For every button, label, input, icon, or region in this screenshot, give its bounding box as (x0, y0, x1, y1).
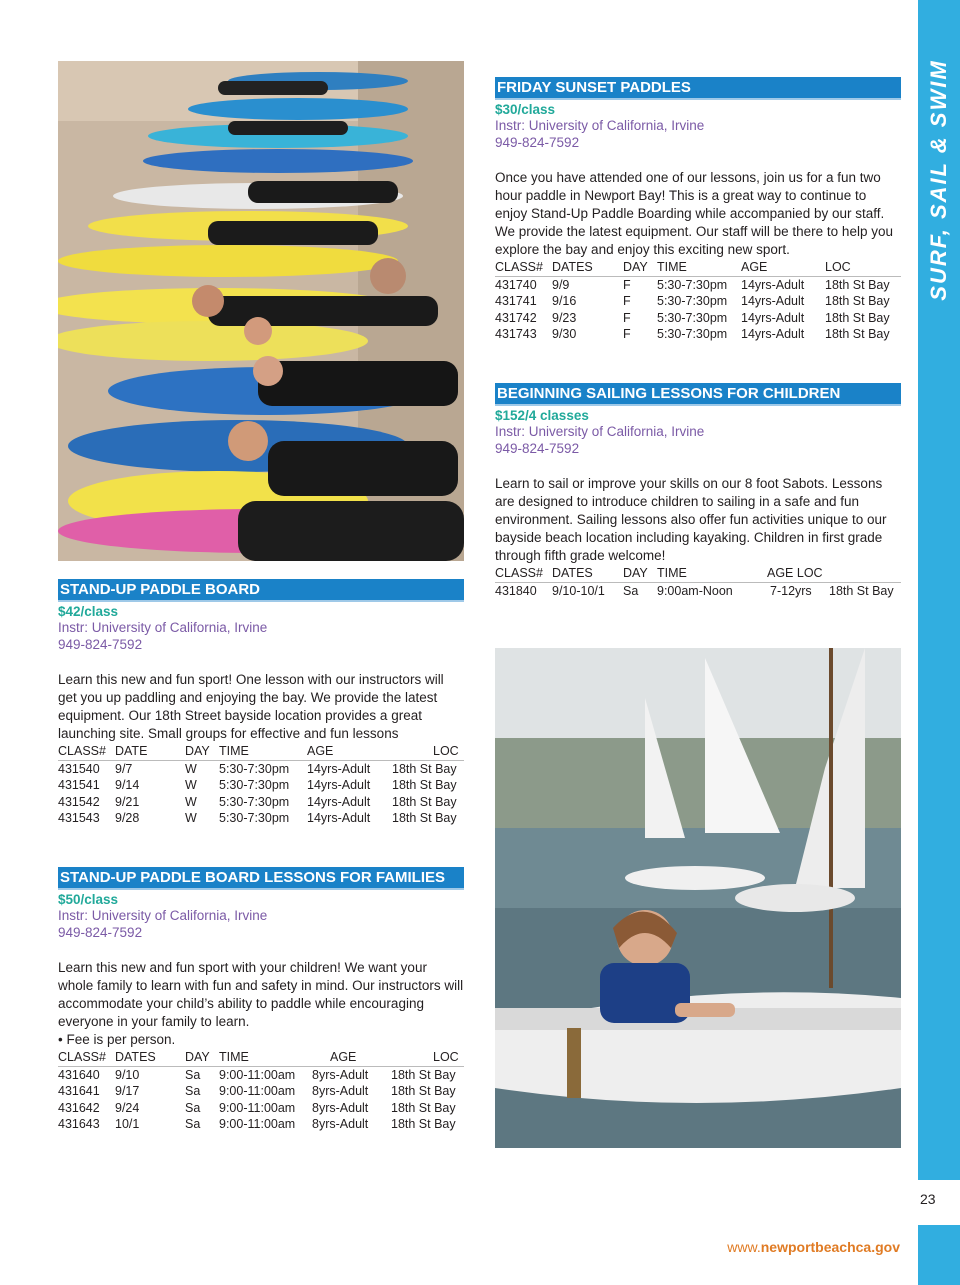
cell-age: 8yrs-Adult (312, 1084, 369, 1099)
col-header-loc: LOC (433, 1050, 459, 1064)
instructor: Instr: University of California, Irvine (495, 424, 705, 439)
table-row (58, 794, 464, 811)
price: $152/4 classes (495, 408, 589, 423)
table-row (58, 1067, 464, 1084)
table-row (495, 293, 901, 310)
cell-class: 431540 (58, 761, 100, 776)
cell-age: 14yrs-Adult (307, 794, 371, 809)
cell-loc: 18th St Bay (825, 277, 890, 292)
price: $42/class (58, 604, 119, 619)
cell-loc: 18th St Bay (825, 327, 890, 342)
cell-date: 9/14 (115, 778, 140, 793)
cell-day: W (185, 794, 197, 809)
instructor: Instr: University of California, Irvine (495, 118, 705, 133)
cell-age: 14yrs-Adult (741, 277, 805, 292)
table-header-row (495, 565, 901, 583)
phone: 949-824-7592 (58, 636, 143, 652)
cell-age: 7-12yrs (770, 583, 812, 598)
cell-loc: 18th St Bay (825, 310, 890, 325)
price: $30/class (495, 102, 556, 117)
cell-date: 9/7 (115, 761, 133, 776)
cell-age: 14yrs-Adult (741, 310, 805, 325)
cell-class: 431743 (495, 327, 537, 342)
cell-dates: 9/16 (552, 294, 577, 309)
col-header-day: DAY (623, 260, 648, 274)
table-row (58, 1100, 464, 1117)
sailing-child-photo (495, 648, 901, 1148)
cell-class: 431742 (495, 310, 537, 325)
schedule-table (58, 743, 464, 827)
schedule-table (495, 259, 901, 343)
col-header-dates: DATES (552, 260, 593, 274)
cell-age: 14yrs-Adult (307, 761, 371, 776)
cell-date: 9/28 (115, 811, 140, 826)
cell-day: F (623, 294, 631, 309)
fee-note: • Fee is per person. (58, 1032, 176, 1047)
table-row (495, 583, 901, 600)
section-beginning-sailing (495, 383, 901, 599)
table-row (58, 1083, 464, 1100)
cell-class: 431642 (58, 1100, 100, 1115)
cell-age: 14yrs-Adult (307, 811, 371, 826)
cell-class: 431840 (495, 583, 537, 598)
col-header-time: TIME (657, 566, 687, 580)
cell-day: W (185, 778, 197, 793)
table-row (58, 1116, 464, 1133)
cell-class: 431741 (495, 294, 537, 309)
cell-time: 5:30-7:30pm (657, 294, 728, 309)
cell-day: F (623, 310, 631, 325)
cell-time: 5:30-7:30pm (219, 778, 290, 793)
cell-day: F (623, 327, 631, 342)
cell-time: 9:00am-Noon (657, 583, 733, 598)
cell-dates: 9/10-10/1 (552, 583, 605, 598)
col-header-class: CLASS# (495, 566, 543, 580)
cell-time: 5:30-7:30pm (219, 811, 290, 826)
table-row (58, 777, 464, 794)
cell-class: 431740 (495, 277, 537, 292)
col-header-day: DAY (623, 566, 648, 580)
cell-class: 431542 (58, 794, 100, 809)
col-header-date: DATE (115, 744, 148, 758)
col-header-age-loc: AGE LOC (767, 566, 823, 580)
col-header-loc: LOC (825, 260, 851, 274)
cell-time: 5:30-7:30pm (657, 277, 728, 292)
cell-loc: 18th St Bay (391, 1100, 456, 1115)
cell-dates: 10/1 (115, 1117, 140, 1132)
page-number: 23 (920, 1191, 936, 1207)
description: Learn this new and fun sport with your children! We want your whole family to learn with fun and safety in mind. Our instructors will accommodate your child’s ability to paddle while encouraging everyone in your family to learn. (58, 960, 464, 1029)
cell-class: 431643 (58, 1117, 100, 1132)
col-header-time: TIME (219, 744, 249, 758)
table-row (58, 810, 464, 827)
cell-age: 8yrs-Adult (312, 1067, 369, 1082)
cell-time: 9:00-11:00am (219, 1067, 296, 1082)
cell-dates: 9/23 (552, 310, 577, 325)
section-title: STAND-UP PADDLE BOARD (58, 579, 464, 602)
cell-day: W (185, 811, 197, 826)
description: Once you have attended one of our lessons, join us for a fun two hour paddle in Newport Bay! This is a great way to continue to enjoy Stand-Up Paddle Boarding while accompanied by our staff. We provide the latest equipment. Our staff will be there to help you explore the bay and enjoy this exciting new sport. (495, 170, 893, 257)
cell-loc: 18th St Bay (825, 294, 890, 309)
phone: 949-824-7592 (495, 134, 580, 150)
instructor: Instr: University of California, Irvine (58, 620, 268, 635)
cell-class: 431543 (58, 811, 100, 826)
cell-dates: 9/17 (115, 1084, 140, 1099)
table-header-row (58, 743, 464, 761)
cell-loc: 18th St Bay (829, 583, 894, 598)
cell-time: 9:00-11:00am (219, 1100, 296, 1115)
cell-dates: 9/30 (552, 327, 577, 342)
section-title: BEGINNING SAILING LESSONS FOR CHILDREN (495, 383, 901, 406)
website-prefix: www. (727, 1239, 761, 1255)
col-header-day: DAY (185, 1050, 210, 1064)
cell-class: 431640 (58, 1067, 100, 1082)
col-header-day: DAY (185, 744, 210, 758)
cell-time: 5:30-7:30pm (219, 761, 290, 776)
phone: 949-824-7592 (58, 924, 143, 940)
description: Learn to sail or improve your skills on our 8 foot Sabots. Lessons are designed to introduce children to sailing in a safe and fun environment. Sailing lessons also offer fun activities unique to our bayside beach location including kayaking. Children in first grade through fifth grade welcome! (495, 476, 887, 563)
website-link[interactable] (727, 1239, 900, 1255)
table-row (495, 326, 901, 343)
cell-day: Sa (185, 1084, 201, 1099)
description: Learn this new and fun sport! One lesson with our instructors will get you up paddling and enjoying the bay. We provide the latest equipment. Our 18th Street bayside location provides a great launching site. Small groups for effective and fun lessons (58, 672, 444, 741)
cell-time: 5:30-7:30pm (219, 794, 290, 809)
cell-loc: 18th St Bay (392, 778, 457, 793)
col-header-age: AGE (307, 744, 334, 758)
cell-age: 14yrs-Adult (741, 294, 805, 309)
cell-age: 14yrs-Adult (741, 327, 805, 342)
cell-day: Sa (185, 1117, 201, 1132)
cell-loc: 18th St Bay (391, 1067, 456, 1082)
cell-loc: 18th St Bay (392, 761, 457, 776)
col-header-age: AGE (330, 1050, 357, 1064)
website-domain: newportbeachca.gov (760, 1239, 900, 1255)
schedule-table (495, 565, 901, 599)
cell-class: 431541 (58, 778, 100, 793)
section-friday-sunset-paddles (495, 77, 901, 343)
surf-lesson-photo (58, 61, 464, 561)
col-header-loc: LOC (433, 744, 459, 758)
cell-day: Sa (185, 1067, 201, 1082)
price: $50/class (58, 892, 119, 907)
cell-loc: 18th St Bay (392, 811, 457, 826)
cell-loc: 18th St Bay (391, 1117, 456, 1132)
cell-loc: 18th St Bay (391, 1084, 456, 1099)
cell-age: 8yrs-Adult (312, 1100, 369, 1115)
table-header-row (495, 259, 901, 277)
table-header-row (58, 1049, 464, 1067)
col-header-class: CLASS# (58, 744, 106, 758)
section-vertical-title: SURF, SAIL & SWIM (926, 59, 951, 301)
section-paddle-board-families (58, 867, 464, 1133)
cell-time: 5:30-7:30pm (657, 310, 728, 325)
cell-dates: 9/24 (115, 1100, 140, 1115)
col-header-dates: DATES (552, 566, 593, 580)
col-header-age: AGE (741, 260, 768, 274)
cell-dates: 9/9 (552, 277, 570, 292)
cell-age: 14yrs-Adult (307, 778, 371, 793)
cell-day: Sa (623, 583, 639, 598)
cell-time: 9:00-11:00am (219, 1084, 296, 1099)
col-header-time: TIME (219, 1050, 249, 1064)
col-header-class: CLASS# (495, 260, 543, 274)
cell-loc: 18th St Bay (392, 794, 457, 809)
cell-class: 431641 (58, 1084, 100, 1099)
cell-date: 9/21 (115, 794, 140, 809)
cell-age: 8yrs-Adult (312, 1117, 369, 1132)
cell-day: Sa (185, 1100, 201, 1115)
col-header-time: TIME (657, 260, 687, 274)
table-row (495, 310, 901, 327)
table-row (495, 277, 901, 294)
cell-day: W (185, 761, 197, 776)
schedule-table (58, 1049, 464, 1133)
instructor: Instr: University of California, Irvine (58, 908, 268, 923)
cell-time: 9:00-11:00am (219, 1117, 296, 1132)
col-header-dates: DATES (115, 1050, 156, 1064)
phone: 949-824-7592 (495, 440, 580, 456)
cell-dates: 9/10 (115, 1067, 140, 1082)
section-title: FRIDAY SUNSET PADDLES (495, 77, 901, 100)
cell-time: 5:30-7:30pm (657, 327, 728, 342)
section-stand-up-paddle-board (58, 579, 464, 827)
table-row (58, 761, 464, 778)
col-header-class: CLASS# (58, 1050, 106, 1064)
section-title: STAND-UP PADDLE BOARD LESSONS FOR FAMILIES (58, 867, 464, 890)
cell-day: F (623, 277, 631, 292)
